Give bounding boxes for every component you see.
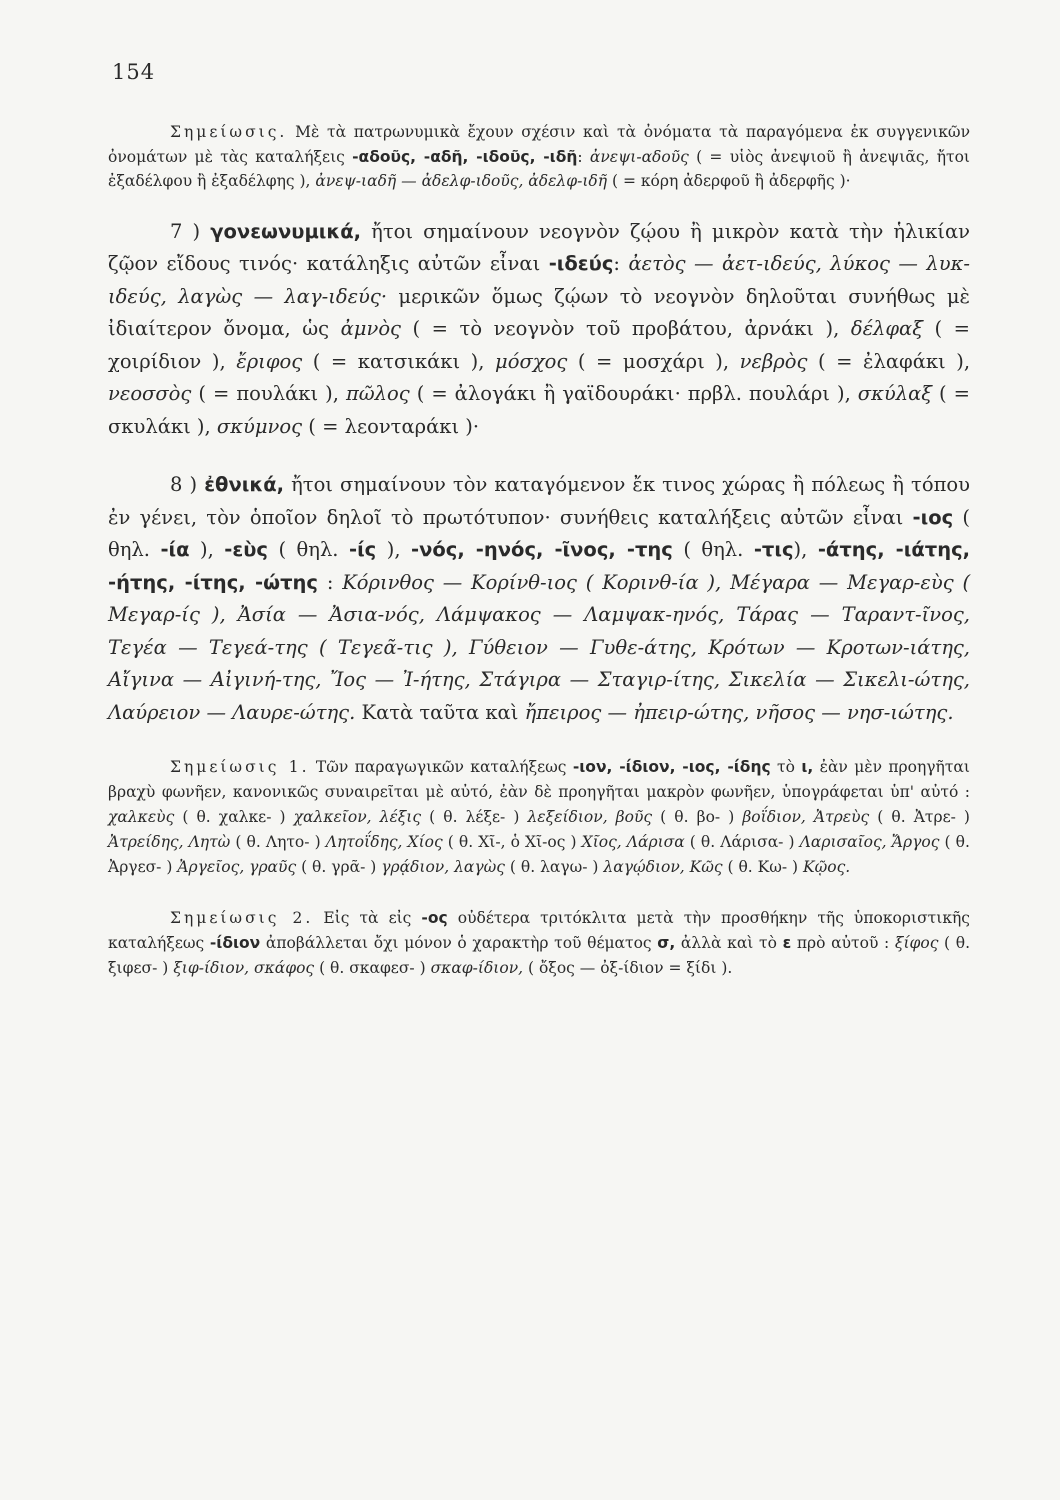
suffix: ι, <box>801 758 814 776</box>
note-text: πρὸ αὐτοῦ : <box>796 934 890 952</box>
example: ἔριφος <box>236 349 303 373</box>
gloss: ( = κατσικάκι ), <box>312 349 485 373</box>
suffix: σ, <box>657 934 676 952</box>
gloss: ( ὄξος — ὀξ-ίδιον = ξίδι ). <box>528 959 733 977</box>
section-text: Κατὰ ταῦτα καὶ <box>361 700 519 724</box>
gloss: ( θ. λαγω- ) <box>509 858 599 876</box>
example: Ἀτρείδης, Λητὼ <box>108 833 231 851</box>
gloss: ( θ. γρᾶ- ) <box>301 858 377 876</box>
suffix: ε <box>782 934 792 952</box>
gloss: ( θ. Χῖ-, ὁ Χῖ-ος ) <box>447 833 577 851</box>
section-text: : <box>613 252 620 275</box>
note-label: Σημείωσις. <box>170 123 288 141</box>
note-text: οὐδέτερα τριτόκλιτα μετὰ τὴν προσθήκην τῆς ὑποκοριστικῆς καταλήξεως <box>108 909 970 952</box>
gloss: ( θ. Ἀργεσ- ) <box>108 833 970 876</box>
gloss: ( = χοιρίδιον ), <box>108 317 971 373</box>
note-text: : <box>577 147 583 166</box>
note-text: ἀλλὰ καὶ τὸ <box>680 934 777 952</box>
section-text: ἤτοι σημαίνουν νεογνὸν ζῴου ἢ μικρὸν κατὰ τὴν ἡλικίαν ζῷον εἴδους τινός· κατάληξις αὐτῶν εἶναι <box>108 219 970 275</box>
example: χαλκεῖον, λέξις <box>293 808 422 826</box>
gloss: ( = ἐλαφάκι ), <box>817 349 971 373</box>
example: Κόρινθος — Κορίνθ-ιος <box>342 570 577 594</box>
example: Μέγαρα — Μεγαρ-εὺς <box>730 570 954 594</box>
section-text: ), <box>793 538 808 561</box>
example: ἀνεψι-αδοῦς <box>589 147 689 166</box>
example: Χῖος, Λάρισα <box>581 833 685 851</box>
suffix: -ος <box>421 909 448 927</box>
page-number: 154 <box>112 60 156 84</box>
gloss: ( = τὸ νεογνὸν τοῦ προβάτου, ἀρνάκι ), <box>412 317 840 340</box>
note-text: Τῶν παραγωγικῶν καταλήξεως <box>315 758 567 776</box>
section-8 <box>108 469 970 729</box>
gloss: ( θ. λέξε- ) <box>429 808 520 826</box>
example: μόσχος <box>495 349 568 373</box>
example: Λαρισαῖος, Ἄργος <box>799 833 940 851</box>
gloss: ( θ. Κω- ) <box>727 858 799 876</box>
gloss: ( θ. Λητο- ) <box>235 833 321 851</box>
gloss: ( = μοσχάρι ), <box>577 349 730 373</box>
note-text: Μὲ τὰ πατρωνυμικὰ ἔχουν σχέσιν καὶ τὰ ὀνόματα τὰ παραγόμενα ἐκ συγγενικῶν ὀνομάτων μὲ τὰς καταλήξεις <box>108 123 970 166</box>
example: σκύλαξ <box>857 382 933 405</box>
gloss: ( θ. χαλκε- ) <box>182 808 286 826</box>
example: ἀετὸς — ἀετ-ιδεύς, λύκος — λυκ-ιδεύς, λαγὼς — λαγ-ιδεύς· <box>108 252 970 308</box>
section-text: ( θηλ. <box>108 505 970 561</box>
section-text: ( θηλ. <box>278 538 339 561</box>
section-number: 7 ) <box>170 219 201 243</box>
gloss: ( = λεονταράκι )· <box>308 414 480 438</box>
example: λεξείδιον, βοῦς <box>527 808 653 826</box>
example: ( Κορινθ-ία ), <box>585 570 722 594</box>
example: πῶλος <box>345 382 410 405</box>
example: ( Τεγεᾶ-τις ), <box>318 635 458 659</box>
example: ( Μεγαρ-ίς ), <box>108 570 971 626</box>
gloss: ( = ἀλογάκι ἢ γαϊδουράκι· πρβλ. πουλάρι ), <box>416 382 851 405</box>
note-text: ἐὰν μὲν προηγῆται βραχὺ φωνῆεν, κανονικῶς συναιρεῖται μὲ αὐτό, ἐὰν δὲ προηγῆται μακρὸν φωνῆεν, ὑπογράφεται ὑπ' αὐτό : <box>108 758 970 801</box>
example: νεβρὸς <box>739 349 808 373</box>
suffix: -τις <box>753 538 794 561</box>
example: Λητοΐδης, Χίος <box>325 833 443 851</box>
gloss: ( = υἱὸς ἀνεψιοῦ ἢ ἀνεψιᾶς, ἤτοι ἐξαδέλφου ἢ ἐξαδέλφης ), <box>108 147 970 190</box>
section-term: ἐθνικά, <box>204 473 284 496</box>
gloss: ( θ. σκαφεσ- ) <box>319 959 426 977</box>
note-text: τὸ <box>777 758 795 776</box>
example: ξιφ-ίδιον, σκάφος <box>173 959 315 977</box>
example: ἀνεψ-ιαδῆ — <box>315 172 417 190</box>
suffix: -ιον, -ίδιον, -ιος, -ίδης <box>572 758 771 776</box>
section-text: ), <box>200 538 214 561</box>
section-term: γονεωνυμικά, <box>210 219 362 243</box>
note-2 <box>108 906 970 981</box>
example: Κῷος. <box>803 858 851 876</box>
example: χαλκεὺς <box>108 808 175 826</box>
suffix: -ίς <box>348 538 377 561</box>
example: νεοσσὸς <box>108 382 192 405</box>
example: λαγῴδιον, Κῶς <box>603 858 723 876</box>
suffix: -ίδιον <box>209 934 261 952</box>
suffix: -εὺς <box>224 538 268 561</box>
note-text: ἀποβάλλεται ὄχι μόνον ὁ χαρακτὴρ τοῦ θέματος <box>265 934 652 952</box>
example: ἀδελφ-ιδοῦς, ἀδελφ-ιδῆ <box>421 172 608 190</box>
example: ἀμνὸς <box>340 317 401 340</box>
gloss: ( = κόρη ἀδερφοῦ ἢ ἀδερφῆς )· <box>611 172 851 190</box>
suffix: -ία <box>160 538 190 561</box>
note-label: Σημείωσις 1. <box>170 758 310 776</box>
suffix: -άτης, -ιάτης, -ήτης, -ίτης, -ώτης <box>108 538 971 594</box>
example: ἤπειρος — ἠπειρ-ώτης, νῆσος — νησ-ιώτης. <box>524 700 954 724</box>
note-intro <box>108 120 970 194</box>
section-text: ( θηλ. <box>683 538 744 561</box>
example: σκαφ-ίδιον, <box>430 959 524 977</box>
example: Ἀσία — Ἀσια-νός, Λάμψακος — Λαμψακ-ηνός, Τάρας — Ταραντ-ῖνος, Τεγέα — Τεγεά-της <box>108 603 970 659</box>
gloss: ( θ. βο- ) <box>660 808 735 826</box>
suffix: -ιος <box>912 505 954 529</box>
example: σκύμνος <box>216 414 303 438</box>
page-content <box>108 120 970 1007</box>
section-text: : <box>326 570 334 594</box>
section-text: μερικῶν ὅμως ζῴων τὸ νεογνὸν δηλοῦται συνήθως μὲ ἰδιαίτερον ὄνομα, ὡς <box>108 284 970 340</box>
gloss: ( θ. ξιφεσ- ) <box>108 934 970 977</box>
example: Ἀργεῖος, γραῦς <box>177 858 297 876</box>
example: γρᾴδιον, λαγὼς <box>381 858 505 876</box>
suffix: -αδοῦς, -αδῆ, -ιδοῦς, -ιδῆ <box>352 147 578 166</box>
gloss: ( θ. Λάρισα- ) <box>689 833 795 851</box>
section-text: ἤτοι σημαίνουν τὸν καταγόμενον ἔκ τινος χώρας ἢ πόλεως ἢ τόπου ἐν γένει, τὸν ὁποῖον δηλοῖ τὸ πρωτότυπον· συνήθεις καταλήξεις αὐτῶν εἶναι <box>108 473 970 529</box>
gloss: ( = πουλάκι ), <box>198 382 339 405</box>
note-label: Σημείωσις 2. <box>170 909 314 927</box>
gloss: ( θ. Ἀτρε- ) <box>877 808 970 826</box>
example: ξίφος <box>894 934 939 952</box>
example: Γύθειον — Γυθε-άτης, Κρότων — Κροτων-ιάτης, Αἴγινα — Αἰγινή-της, Ἴος — Ἰ-ήτης, Στάγιρα — Σταγιρ-ίτης, Σικελία — Σικελι-ώτης, Λαύρειον — Λαυρε-ώτης. <box>108 635 970 724</box>
example: βοΐδιον, Ἀτρεὺς <box>742 808 870 826</box>
gloss: ( = σκυλάκι ), <box>108 382 970 438</box>
note-1 <box>108 755 970 880</box>
example: δέλφαξ <box>850 317 923 340</box>
suffix: -νός, -ηνός, -ῖνος, -της <box>411 538 673 561</box>
note-text: Εἰς τὰ εἰς <box>323 909 412 927</box>
section-number: 8 ) <box>170 473 198 496</box>
section-7 <box>108 216 970 444</box>
section-text: ), <box>386 538 401 561</box>
suffix: -ιδεύς <box>548 252 614 275</box>
